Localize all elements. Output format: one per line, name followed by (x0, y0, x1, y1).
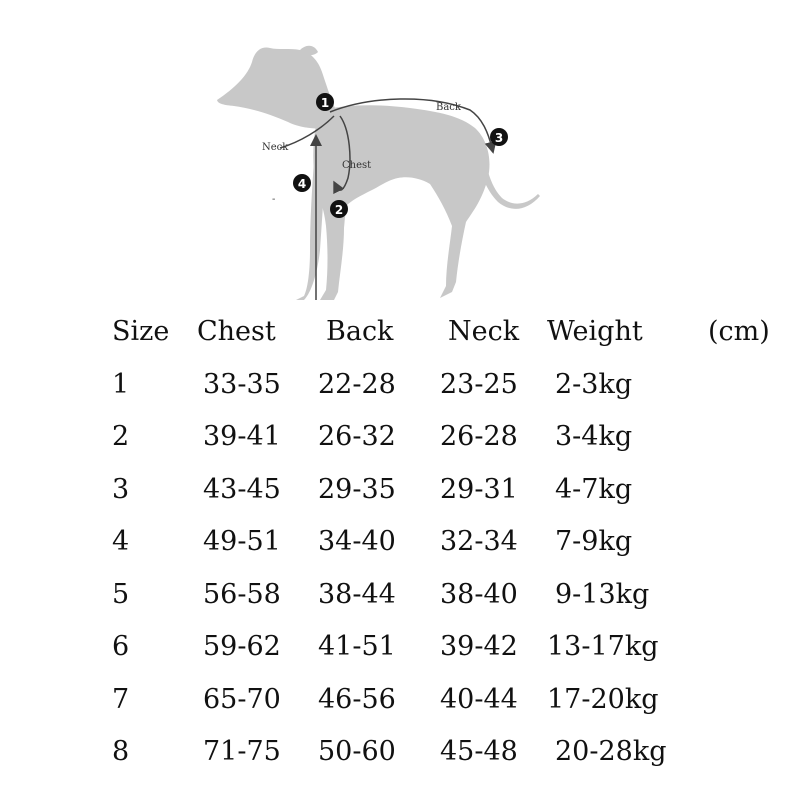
size-chart-table (0, 312, 800, 785)
header-back: Back (326, 316, 394, 347)
cell-chest: 71-75 (203, 736, 281, 767)
table-row (0, 470, 800, 523)
cell-weight: 13-17kg (547, 631, 659, 662)
table-row (0, 732, 800, 785)
header-size: Size (112, 316, 170, 347)
cell-weight: 3-4kg (555, 421, 633, 452)
cell-size: 7 (112, 683, 130, 715)
table-header-row (0, 312, 800, 365)
table-row (0, 522, 800, 575)
svg-text:3: 3 (494, 131, 504, 145)
cell-weight: 2-3kg (555, 368, 633, 400)
cell-weight: 17-20kg (547, 683, 659, 715)
cell-weight: 7-9kg (555, 526, 633, 557)
badge-2 (330, 200, 348, 218)
cell-size: 3 (112, 473, 130, 505)
cell-size: 8 (112, 736, 130, 767)
cell-chest: 43-45 (203, 473, 281, 505)
cell-back: 41-51 (318, 631, 396, 662)
badge-4 (293, 174, 311, 192)
cell-neck: 45-48 (440, 736, 518, 767)
header-unit: (cm) (708, 316, 770, 347)
dog-silhouette (217, 46, 540, 300)
cell-neck: 32-34 (440, 526, 518, 557)
badge-1 (316, 93, 334, 111)
badge-3 (490, 128, 508, 146)
cell-back: 34-40 (318, 526, 396, 557)
table-row (0, 680, 800, 733)
header-neck: Neck (448, 316, 520, 347)
svg-text:2: 2 (334, 203, 344, 217)
chest-label: Chest (342, 160, 372, 171)
cell-weight: 9-13kg (555, 578, 650, 610)
cell-back: 26-32 (318, 421, 396, 452)
cell-neck: 39-42 (440, 631, 518, 662)
dog-measurement-diagram (0, 0, 800, 310)
cell-chest: 33-35 (203, 368, 281, 400)
cell-size: 2 (112, 421, 130, 452)
cell-neck: 29-31 (440, 473, 518, 505)
cell-back: 22-28 (318, 368, 396, 400)
cell-chest: 56-58 (203, 578, 281, 610)
cell-back: 29-35 (318, 473, 396, 505)
cell-size: 6 (112, 631, 130, 662)
header-weight: Weight (547, 316, 643, 347)
cell-size: 5 (112, 578, 130, 610)
cell-size: 4 (112, 526, 130, 557)
table-row (0, 575, 800, 628)
cell-back: 46-56 (318, 683, 396, 715)
neck-label: Neck (262, 142, 289, 153)
table-row (0, 417, 800, 470)
cell-weight: 20-28kg (555, 736, 667, 767)
svg-text:4: 4 (297, 177, 307, 191)
cell-chest: 65-70 (203, 683, 281, 715)
table-row (0, 627, 800, 680)
header-chest: Chest (197, 316, 276, 347)
cell-chest: 59-62 (203, 631, 281, 662)
cell-neck: 38-40 (440, 578, 518, 610)
cell-neck: 26-28 (440, 421, 518, 452)
table-body (0, 365, 800, 785)
cell-size: 1 (112, 368, 130, 400)
cell-back: 38-44 (318, 578, 396, 610)
cell-weight: 4-7kg (555, 473, 633, 505)
svg-text:1: 1 (320, 96, 330, 110)
cell-back: 50-60 (318, 736, 396, 767)
cell-chest: 49-51 (203, 526, 281, 557)
small-mark: - (272, 194, 276, 205)
cell-chest: 39-41 (203, 421, 281, 452)
cell-neck: 40-44 (440, 683, 518, 715)
back-label: Back (436, 102, 461, 113)
cell-neck: 23-25 (440, 368, 518, 400)
table-row (0, 365, 800, 418)
